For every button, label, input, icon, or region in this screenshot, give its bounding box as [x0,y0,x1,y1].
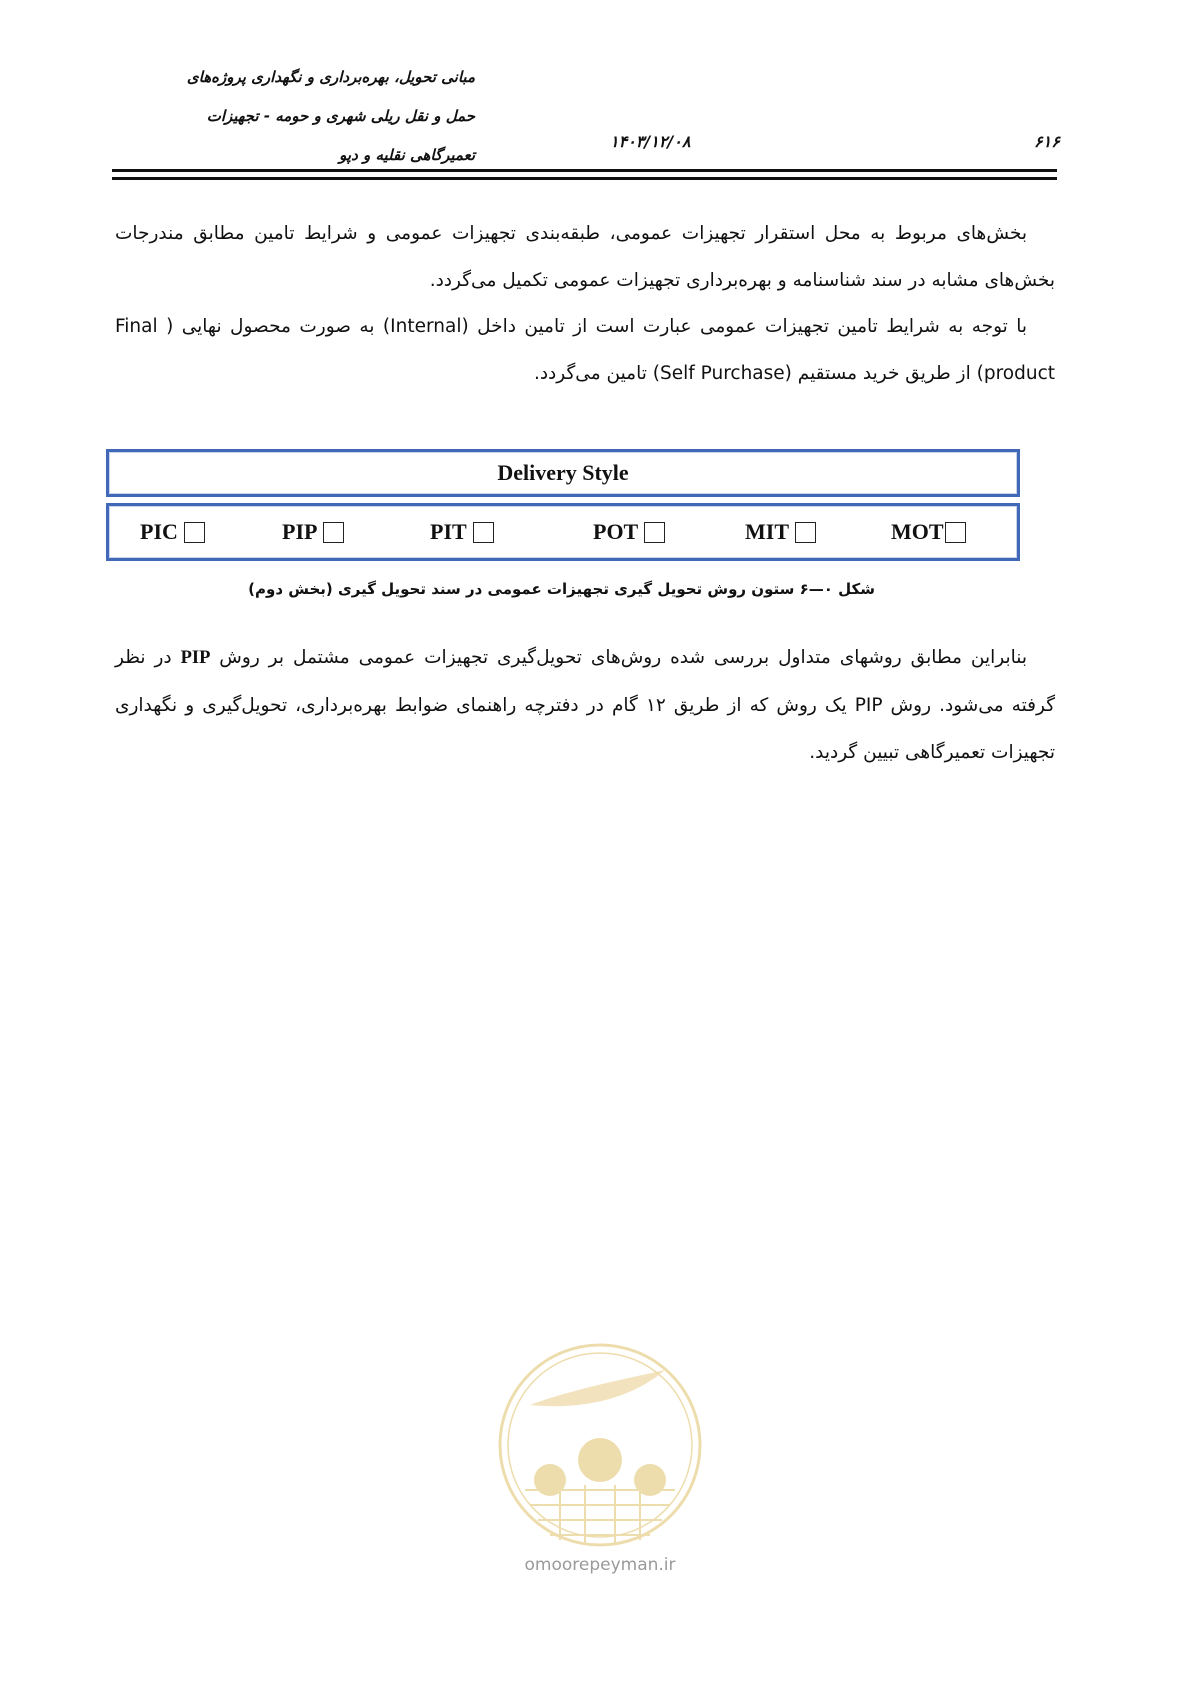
page-number: ۶۱۶ [1034,132,1060,151]
paragraph-1 [115,210,1055,304]
option-label: MIT [745,519,789,544]
option-pic [140,520,205,544]
watermark-url: omoorepeyman.ir [524,1555,676,1575]
paragraph-3-bold: PIP [180,648,211,668]
delivery-style-options [106,503,1020,561]
document-title [135,58,475,175]
option-pit [430,520,494,544]
paragraph-3-part-2: در نظر گرفته می‌شود. روش PIP یک روش که از طریق ۱۲ گام در دفترچه راهنمای ضوابط بهره‌برداری، تحویل‌گیری و نگهداری تجهیزات تعمیرگاهی تبیین گردید. [115,647,1056,763]
title-line-1: مبانی تحویل، بهره‌برداری و نگهداری پروژه‌های [186,68,475,86]
checkbox-icon[interactable] [945,522,966,543]
option-label: PIT [430,519,467,544]
checkbox-icon[interactable] [323,522,344,543]
checkbox-icon[interactable] [184,522,205,543]
option-mot [891,520,966,544]
paragraph-1-text: بخش‌های مربوط به محل استقرار تجهیزات عمومی، طبقه‌بندی تجهیزات عمومی و شرایط تامین مطابق مندرجات بخش‌های مشابه در سند شناسنامه و بهره‌برداری تجهیزات عمومی تکمیل می‌گردد. [115,223,1055,291]
title-line-2: حمل و نقل ریلی شهری و حومه - تجهیزات [206,107,475,125]
figure-caption: شکل ۰—۶ ستون روش تحویل گیری تجهیزات عمومی در سند تحویل گیری (بخش دوم) [248,580,875,598]
option-label: MOT [891,519,944,544]
option-mit [745,520,816,544]
paragraph-2-text: با توجه به شرایط تامین تجهیزات عمومی عبارت است از تامین داخل (Internal) به صورت محصول نهایی ( Final product) از طریق خرید مستقیم (Self Purchase) تامین می‌گردد. [115,316,1055,384]
paragraph-3-part-1: بنابراین مطابق روشهای متداول بررسی شده روش‌های تحویل‌گیری تجهیزات عمومی مشتمل بر روش [210,647,1027,668]
delivery-style-title: Delivery Style [106,449,1020,497]
option-label: PIC [140,519,178,544]
paragraph-3 [115,634,1055,776]
title-line-3: تعمیرگاهی نقلیه و دپو [339,146,475,164]
checkbox-icon[interactable] [795,522,816,543]
checkbox-icon[interactable] [473,522,494,543]
paragraph-2 [115,303,1055,397]
option-label: PIP [282,519,318,544]
option-label: POT [593,519,639,544]
checkbox-icon[interactable] [644,522,665,543]
option-pip [282,520,344,544]
option-pot [593,520,665,544]
omoorepeyman-logo-icon [490,1330,710,1560]
document-date: ۱۴۰۳/۱۲/۰۸ [610,132,691,151]
header-divider [112,169,1057,180]
